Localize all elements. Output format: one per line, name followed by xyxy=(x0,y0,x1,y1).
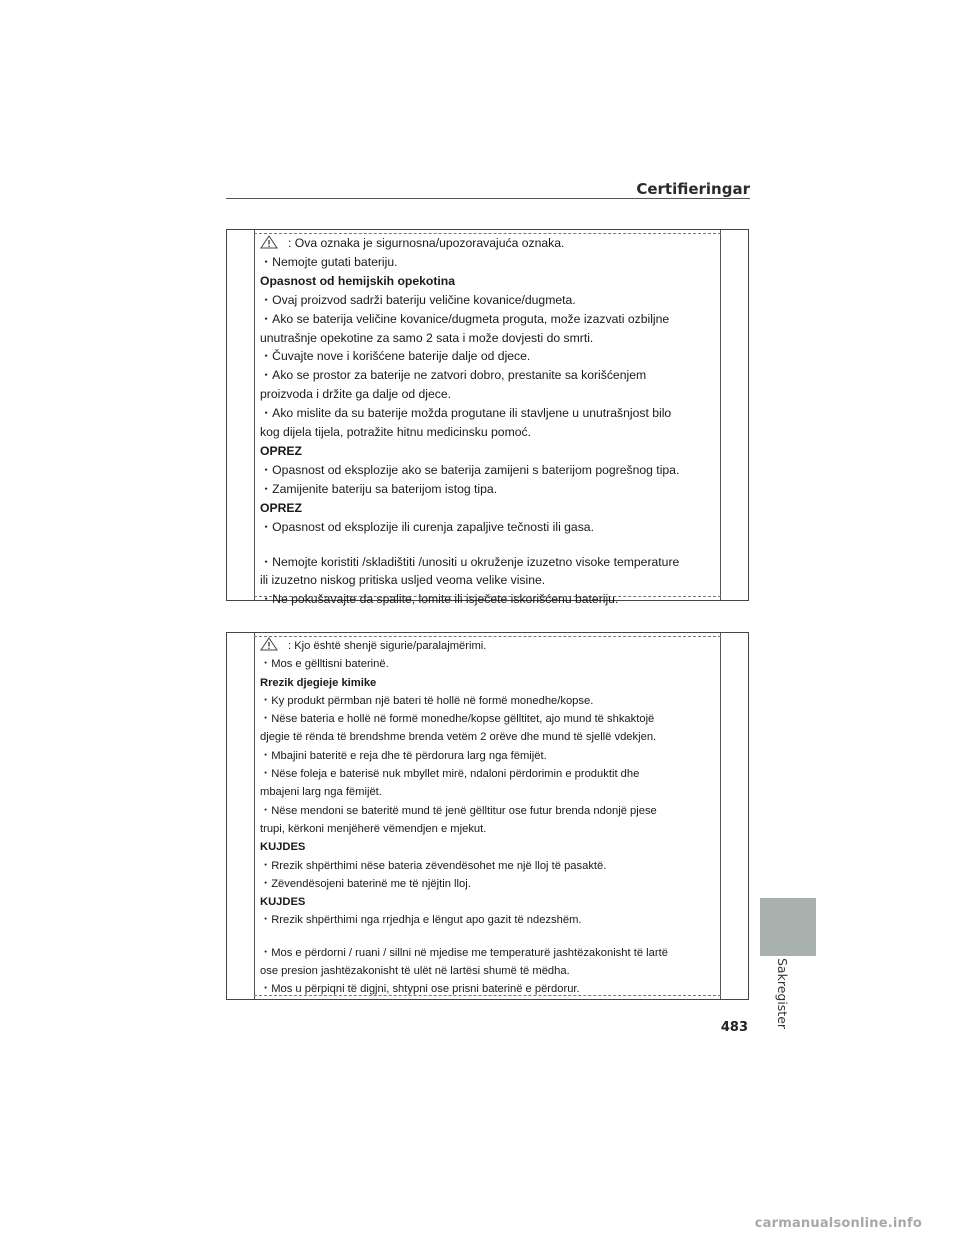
line-text: ose presion jashtëzakonisht të ulët në lartësi shumë të mëdha. xyxy=(260,965,570,978)
text-line xyxy=(260,728,720,746)
line-text: unutrašnje opekotine za samo 2 sata i može dovjesti do smrti. xyxy=(260,330,594,345)
text-line xyxy=(260,783,720,801)
line-text: ・Nëse foleja e baterisë nuk mbyllet mirë, ndaloni përdorimin e produktit dhe xyxy=(260,768,640,781)
line-text: ・Mbajini bateritë e reja dhe të përdorura larg nga fëmijët. xyxy=(260,749,547,762)
text-line xyxy=(260,571,720,590)
section-heading xyxy=(260,674,720,692)
line-text: ・Nemojte gutati bateriju. xyxy=(260,254,398,269)
warning-triangle-icon xyxy=(260,235,278,249)
text-line xyxy=(260,291,720,310)
text-line xyxy=(260,962,720,980)
paragraph-spacer xyxy=(260,537,720,553)
line-text: ・Nemojte koristiti /skladištiti /unositi u okruženje izuzetno visoke temperature xyxy=(260,554,680,569)
text-line xyxy=(260,423,720,442)
line-text: mbajeni larg nga fëmijët. xyxy=(260,786,382,799)
text-line xyxy=(260,944,720,962)
line-text: ・Mos e përdorni / ruani / sillni në mjedise me temperaturë jashtëzakonisht të lartë xyxy=(260,946,668,959)
text-line xyxy=(260,404,720,423)
line-text: ・Rrezik shpërthimi nëse bateria zëvendësohet me një lloj të pasaktë. xyxy=(260,859,607,872)
section-title: Certifieringar xyxy=(636,180,750,198)
line-text: ・Ky produkt përmban një bateri të hollë në formë monedhe/kopse. xyxy=(260,694,594,707)
text-line xyxy=(260,980,720,998)
section-heading xyxy=(260,838,720,856)
line-text: : Ova oznaka je sigurnosna/upozoravajuća oznaka. xyxy=(288,236,565,250)
text-line xyxy=(260,347,720,366)
line-text: ・Nëse bateria e hollë në formë monedhe/kopse gëlltitet, ajo mund të shkaktojë xyxy=(260,713,655,726)
section-side-tab xyxy=(760,898,816,956)
section-heading xyxy=(260,499,720,518)
warning-panel-serbian xyxy=(226,229,749,607)
line-text: ili izuzetno niskog pritiska usljed veoma velike visine. xyxy=(260,573,546,588)
text-line xyxy=(260,655,720,673)
text-line xyxy=(260,480,720,499)
line-text: kog dijela tijela, potražite hitnu medicinsku pomoć. xyxy=(260,425,531,440)
section-heading xyxy=(260,893,720,911)
text-line xyxy=(260,329,720,348)
text-line xyxy=(260,366,720,385)
line-text: Opasnost od hemijskih opekotina xyxy=(260,273,456,288)
text-line xyxy=(260,747,720,765)
page-number: 483 xyxy=(720,1020,748,1035)
text-line xyxy=(260,802,720,820)
line-text: : Kjo është shenjë sigurie/paralajmërimi. xyxy=(288,640,487,652)
line-text: Rrezik djegieje kimike xyxy=(260,676,377,689)
text-line xyxy=(260,710,720,728)
text-line xyxy=(260,857,720,875)
text-line xyxy=(260,234,720,253)
text-line xyxy=(260,820,720,838)
section-heading xyxy=(260,272,720,291)
line-text: ・Zëvendësojeni baterinë me të njëjtin lloj. xyxy=(260,877,471,890)
line-text: ・Zamijenite bateriju sa baterijom istog tipa. xyxy=(260,481,498,496)
warning-panel-albanian xyxy=(226,632,749,1000)
text-line xyxy=(260,518,720,537)
line-text: ・Opasnost od eksplozije ili curenja zapaljive tečnosti ili gasa. xyxy=(260,519,594,534)
line-text: KUJDES xyxy=(260,841,306,854)
line-text: ・Ne pokušavajte da spalite, lomite ili isječete iskorišćenu bateriju. xyxy=(260,592,619,607)
text-line xyxy=(260,461,720,480)
text-line xyxy=(260,692,720,710)
line-text: ・Čuvajte nove i korišćene baterije dalje od djece. xyxy=(260,349,531,364)
text-line xyxy=(260,553,720,572)
paragraph-spacer xyxy=(260,930,720,944)
line-text: ・Ovaj proizvod sadrži bateriju veličine kovanice/dugmeta. xyxy=(260,292,576,307)
header-divider xyxy=(226,198,750,199)
line-text: KUJDES xyxy=(260,896,306,909)
panel-content xyxy=(260,637,720,999)
watermark: carmanualsonline.info xyxy=(754,1216,922,1231)
warning-triangle-icon xyxy=(260,637,278,651)
line-text: ・Mos e gëlltisni baterinë. xyxy=(260,658,389,671)
text-line xyxy=(260,637,720,655)
section-heading xyxy=(260,442,720,461)
line-text: ・Opasnost od eksplozije ako se baterija zamijeni s baterijom pogrešnog tipa. xyxy=(260,462,680,477)
text-line xyxy=(260,765,720,783)
text-line xyxy=(260,253,720,272)
text-line xyxy=(260,911,720,929)
line-text: proizvoda i držite ga dalje od djece. xyxy=(260,387,452,402)
text-line xyxy=(260,310,720,329)
line-text: djegie të rënda të brendshme brenda vetëm 2 orëve dhe mund të sjellë vdekjen. xyxy=(260,731,657,744)
text-line xyxy=(260,875,720,893)
panel-content xyxy=(260,234,720,609)
line-text: ・Rrezik shpërthimi nga rrjedhja e lëngut apo gazit të ndezshëm. xyxy=(260,914,582,927)
line-text: ・Nëse mendoni se bateritë mund të jenë gëlltitur ose futur brenda ndonjë pjese xyxy=(260,804,657,817)
line-text: OPREZ xyxy=(260,443,302,458)
line-text: trupi, kërkoni menjëherë vëmendjen e mjekut. xyxy=(260,822,487,835)
line-text: ・Ako se baterija veličine kovanice/dugmeta proguta, može izazvati ozbiljne xyxy=(260,311,670,326)
side-tab-label: Sakregister xyxy=(775,958,790,1030)
line-text: ・Ako mislite da su baterije možda progutane ili stavljene u unutrašnjost bilo xyxy=(260,406,672,421)
line-text: ・Mos u përpiqni të digjni, shtypni ose prisni baterinë e përdorur. xyxy=(260,983,580,996)
line-text: ・Ako se prostor za baterije ne zatvori dobro, prestanite sa korišćenjem xyxy=(260,368,647,383)
text-line xyxy=(260,385,720,404)
text-line xyxy=(260,590,720,609)
line-text: OPREZ xyxy=(260,500,302,515)
